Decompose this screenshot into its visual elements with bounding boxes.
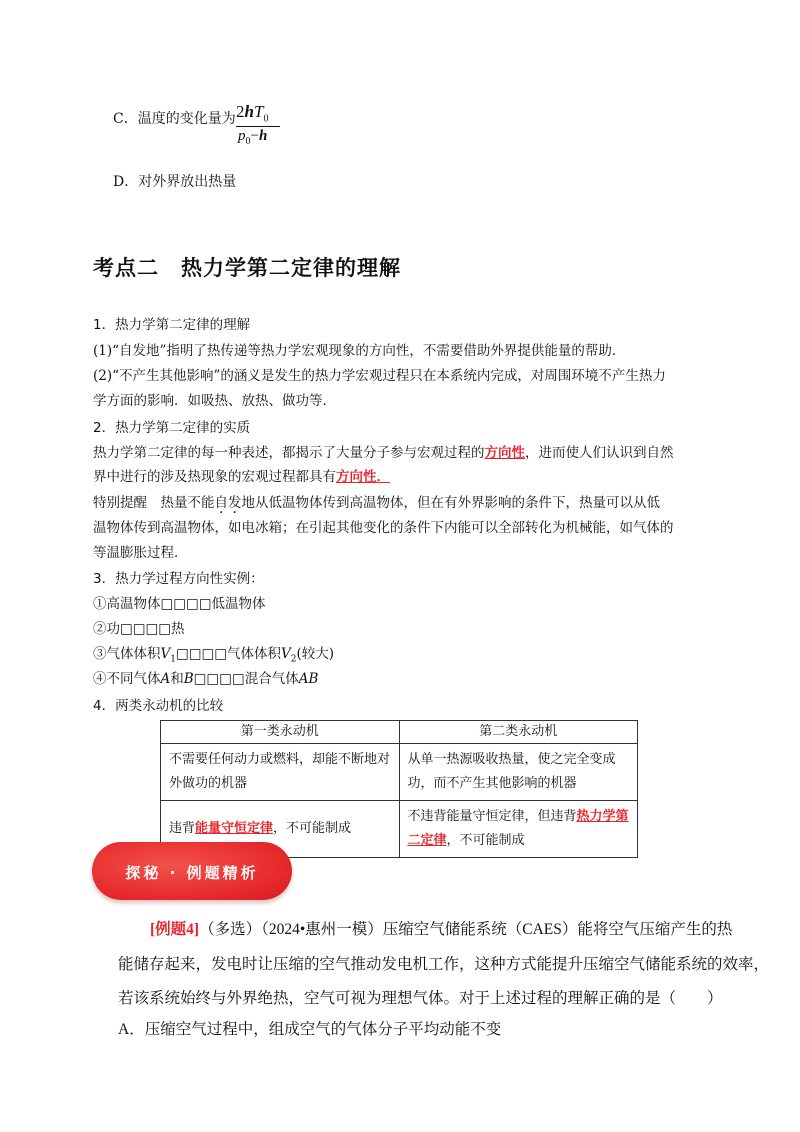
- e4-and: 和: [170, 671, 184, 687]
- e3-v1-sub: 1: [170, 654, 176, 665]
- paragraph-6c: 等温膨胀过程．: [93, 545, 188, 561]
- highlight-directionality-2: 方向性．: [336, 469, 390, 485]
- paragraph-5b: [93, 465, 390, 485]
- e3-text: ③气体体积: [93, 646, 161, 662]
- e3-text-end: (较大): [296, 646, 335, 662]
- p5a-text: 热力学第二定律的每一种表述，都揭示了大量分子参与宏观过程的: [93, 445, 485, 461]
- r2c2-text: 不违背能量守恒定律，但违背: [407, 809, 577, 824]
- paragraph-5a: [93, 441, 674, 461]
- paragraph-8: 4．两类永动机的比较: [93, 698, 224, 714]
- table-header-first-kind: 第一类永动机: [161, 721, 400, 744]
- e4-text: ④不同气体: [93, 671, 161, 687]
- example-list-3: [93, 642, 334, 665]
- r2c2-text-end: ，不可能制成: [446, 833, 525, 848]
- example-list-2: ②功□□□□热: [93, 621, 185, 637]
- e4-b: B: [183, 671, 194, 687]
- example-line-3: 若该系统始终与外界绝热，空气可视为理想气体。对于上述过程的理解正确的是（ ）: [118, 990, 723, 1007]
- table-cell-first-kind-def: 不需要任何动力或燃料，却能不断地对外做功的机器: [161, 744, 400, 801]
- denominator-minus: −: [250, 128, 259, 144]
- option-c-fraction: [236, 102, 282, 150]
- example-list-4: [93, 667, 318, 687]
- option-d-label: D．对外界放出热量: [113, 174, 237, 190]
- paragraph-6a: [93, 491, 660, 511]
- denominator-h: h: [258, 128, 268, 144]
- example-tag: [例题4]: [150, 921, 200, 938]
- r2c1-text: 违背: [169, 821, 196, 836]
- example-list-1: ①高温物体□□□□低温物体: [93, 596, 266, 612]
- emphasis-dot-char-1: 自: [214, 495, 228, 511]
- e3-v1: V: [160, 646, 171, 662]
- example-option-a: A．压缩空气过程中，组成空气的气体分子平均动能不变: [118, 1021, 502, 1038]
- banner-label: 探秘 · 例题精析: [125, 864, 259, 882]
- table-header-second-kind: 第二类永动机: [399, 721, 638, 744]
- fraction-numerator: [236, 102, 268, 124]
- paragraph-7: 3．热力学过程方向性实例：: [93, 571, 264, 587]
- highlight-directionality: 方向性: [484, 445, 525, 461]
- section-heading: 考点二 热力学第二定律的理解: [93, 256, 401, 280]
- perpetual-motion-table: [160, 720, 638, 858]
- denominator-subscript: 0: [245, 136, 251, 147]
- numerator-coefficient: 2: [236, 102, 245, 121]
- p6a-text: 特别提醒 热量不能: [93, 495, 215, 511]
- numerator-t: T: [253, 102, 264, 121]
- r2c1-text-end: ，不可能制成: [273, 821, 352, 836]
- numerator-h: h: [244, 102, 254, 121]
- p6a-text-end: 地从低温物体传到高温物体，但在有外界影响的条件下，热量可以从低: [241, 495, 660, 511]
- numerator-subscript: 0: [263, 113, 269, 125]
- e4-ab: AB: [298, 671, 319, 687]
- fraction-denominator: [238, 128, 267, 147]
- p5b-text: 界中进行的涉及热现象的宏观过程都具有: [93, 469, 336, 485]
- e3-v2-sub: 2: [290, 654, 297, 665]
- e4-a: A: [160, 671, 171, 687]
- paragraph-1: 1．热力学第二定律的理解: [93, 317, 251, 333]
- p5a-text-end: ，进而使人们认识到自然: [525, 445, 674, 461]
- paragraph-2: (1)“自发地”指明了热传递等热力学宏观现象的方向性，不需要借助外界提供能量的帮助．: [93, 343, 626, 359]
- denominator-p: p: [238, 128, 246, 144]
- option-c-label: C．温度的变化量为: [113, 111, 236, 127]
- emphasis-dot-char-2: 发: [228, 495, 242, 511]
- e4-text-mid: □□□□混合气体: [193, 671, 299, 687]
- paragraph-4: 2．热力学第二定律的实质: [93, 420, 251, 436]
- example-line-2: 能储存起来，发电时让压缩的空气推动发电机工作，这种方式能提升压缩空气储能系统的效率，: [118, 956, 770, 973]
- paragraph-3b: 学方面的影响．如吸热、放热、做功等．: [93, 393, 336, 409]
- example-section-banner: [92, 842, 292, 900]
- e3-v2: V: [281, 646, 291, 662]
- fraction-bar: [236, 126, 280, 127]
- highlight-second-law: 热力学第二定律: [407, 809, 629, 848]
- highlight-energy-conservation: 能量守恒定律: [195, 821, 274, 836]
- table-cell-second-kind-law: [399, 801, 638, 858]
- example-line-1-text: （多选）（2024•惠州一模）压缩空气储能系统（CAES）能将空气压缩产生的热: [199, 921, 733, 938]
- table-cell-second-kind-def: 从单一热源吸收热量，使之完全变成功，而不产生其他影响的机器: [399, 744, 638, 801]
- example-line-1: [150, 917, 732, 939]
- e3-text-mid: □□□□气体体积: [175, 646, 282, 662]
- paragraph-6b: 温物体传到高温物体，如电冰箱；在引起其他变化的条件下内能可以全部转化为机械能，如气体的: [93, 520, 674, 536]
- paragraph-3a: (2)“不产生其他影响”的涵义是发生的热力学宏观过程只在本系统内完成，对周围环境不产生热力: [93, 368, 666, 384]
